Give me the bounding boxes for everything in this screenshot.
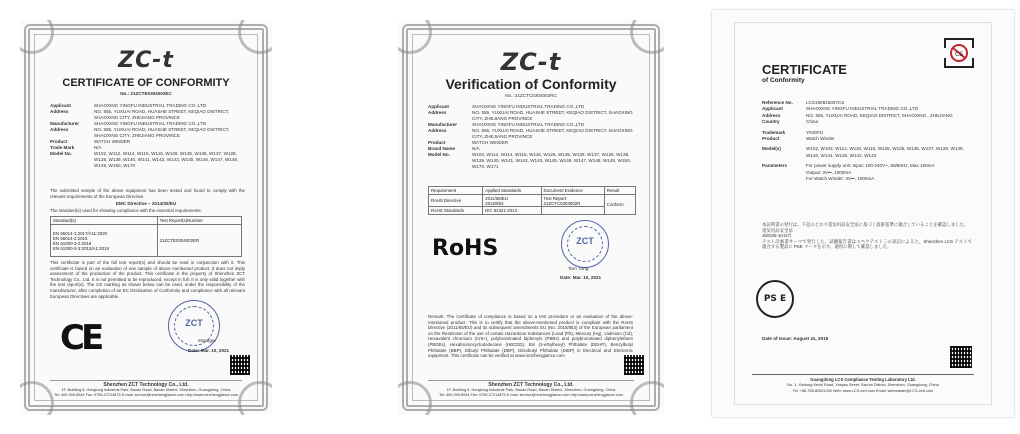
field-value: LCS190815007CS <box>806 100 845 105</box>
signatory-name: Tom Yang <box>568 266 589 271</box>
qr-code <box>230 355 250 375</box>
table-cell: RoHS Standards <box>429 207 483 215</box>
stamp-text: ZCT <box>576 236 594 246</box>
field-label: Brand Name <box>428 146 456 151</box>
certificate-remark: This certificate is part of the full test report(s) and should be read in conjunction with it. This certificate is based on an evaluation of one sample of above mentioned product. It does not imply assessment of the production of the product. This certificate is the property of Shenzhen ZCT Technology Co., Ltd. It is not permitted to be reproduced, except in full. It is only valid together with the test report(s). The CE marking as shown below can be used, under the responsibility of the manufacturer, after completion of an EC Declaration of Conformity and compliance with all relevant European Directives are applicable. <box>50 260 245 299</box>
lcs-logo-icon <box>942 36 976 70</box>
field-row <box>50 127 250 139</box>
rohs-table <box>428 186 636 215</box>
field-list <box>428 104 640 170</box>
field-label: Manufacturer <box>428 122 458 127</box>
field-row <box>762 163 972 182</box>
field-label: Address <box>50 109 69 114</box>
table-cell: 21ZCTE0304002ER <box>157 225 241 257</box>
stamp-text: ZCT <box>185 318 203 328</box>
field-value: NO. 555, YUXUAI ROAD, HUASHE STREET, KEQIAO DISTRICT, SHAOXING CITY, ZHEJIANG PROVINCE <box>472 128 633 139</box>
table-row <box>429 195 636 207</box>
certificate-subtitle: of Conformity <box>762 77 805 84</box>
field-value: W102, W112, W114, W115, W116, W126, W135, W136, W137, W128, W138, W139, W140, W141, W142, W143, W145, W146, W147, W148, W149, W150, W170, W171 <box>472 152 631 169</box>
field-row <box>762 146 972 159</box>
standard-item: EN 55014-2:2015 <box>53 235 88 241</box>
field-label: Parameters <box>762 163 788 169</box>
ce-mark-logo: CE <box>60 318 101 358</box>
field-row <box>762 136 972 142</box>
field-value: SHAOXING YINGFU INDUSTRIAL TRADING CO.,LTD <box>94 121 207 126</box>
field-value: SHAOXING YINGFU INDUSTRIAL TRADING CO.,LTD <box>94 103 207 108</box>
certificate-title: CERTIFICATE OF CONFORMITY <box>62 77 230 89</box>
field-value: N/A <box>472 146 480 151</box>
table-cell: 2011/65/EU 2015/863 <box>483 195 541 207</box>
certificate-number: No.: 21ZCTE0304002EC <box>120 91 172 96</box>
field-label: Country <box>762 119 780 125</box>
certificate-number: No.: 21ZCTC0304002RC <box>505 93 557 98</box>
footer-address: 1F, Building 8, Hongtong Industrial Park, Baoan Road, Baoan District, Shenzhen, Guangdong, China <box>446 388 616 392</box>
rohs-certificate <box>398 20 664 415</box>
company-logo: ZC-t <box>118 48 174 73</box>
table-header: Applied Standards <box>483 187 541 195</box>
field-list <box>50 103 250 169</box>
footer-contact: Tel: +86-755-82591330 Web: www.LCS-cert.com Email: webmaster@LCS-cert.com <box>792 389 934 393</box>
field-row <box>50 151 250 169</box>
field-label: Applicant <box>50 103 71 108</box>
field-label: Address <box>428 110 447 115</box>
table-header: Requirement <box>429 187 483 195</box>
field-value: WATCH WINDER <box>472 140 509 145</box>
field-value: SHAOXING YINGFU INDUSTRIAL TRADING CO.,LTD <box>472 104 585 109</box>
field-label: Address <box>762 112 781 118</box>
pse-mark-text: PS E <box>763 294 787 304</box>
standard-item: EN 61000-3-2:2019 <box>53 240 92 246</box>
rohs-mark-logo: RoHS <box>432 236 499 261</box>
table-cell: Test Report: 21ZCTC0304002R <box>541 195 604 207</box>
table-row <box>51 225 242 257</box>
field-value: SHAOXING YINGFU INDUSTRIAL TRADING CO.,LTD <box>472 122 585 127</box>
pse-certificate <box>712 10 1014 417</box>
footer-company: Guangdong LCS Compliance Testing Laboratory Ltd. <box>810 377 916 382</box>
field-value: Watch Winder <box>806 136 835 142</box>
table-header-row <box>429 187 636 195</box>
standard-item: EN 55014-1:2017/A11:2020 <box>53 230 108 236</box>
field-label: Trademark <box>762 129 786 135</box>
standards-table <box>50 216 242 257</box>
field-label: Product <box>428 140 446 145</box>
field-value: YINGFU <box>806 129 824 135</box>
standard-item: EN 61000-3-3:2013/A1:2019 <box>53 245 109 251</box>
table-header: Standard(s) <box>51 217 158 225</box>
field-value: NO. 555, YUXUAI ROAD, KEQIAO DISTRICT, SHAOXING , ZHEJIANG <box>806 112 953 118</box>
company-logo: ZC-t <box>500 48 562 76</box>
field-value: NO. 555, YUXUAI ROAD, HUASHE STREET, KEQIAO DISTRICT, SHAOXING CITY, ZHEJIANG PROVINCE <box>94 127 230 138</box>
field-value: NO. 555, YUXUAI ROAD, HUASHE STREET, KEQIAO DISTRICT, SHAOXING CITY, ZHEJIANG PROVINCE <box>94 109 230 120</box>
table-header: Test Report(s)Number <box>157 217 241 225</box>
issue-date: Date of Issue: August 31, 2019 <box>762 336 829 341</box>
field-value: NO. 555, YUXUAI ROAD, HUASHE STREET, KEQIAO DISTRICT, SHAOXING CITY, ZHEJIANG PROVINCE <box>472 110 633 121</box>
field-label: Applicant <box>762 106 783 112</box>
table-header-row <box>51 217 242 225</box>
field-value: For power supply unit: Input: 100-240V~, 50/60Hz, Max 150mA Output: 3V⎓, 1000mA For Watch Winder: 3V⎓, 1000mA <box>806 163 935 182</box>
signatory-role: Manager <box>198 338 217 343</box>
qr-code <box>950 346 972 368</box>
field-label: Reference No. <box>762 100 793 105</box>
footer-divider <box>752 374 974 375</box>
issue-date: Date: Mar. 10, 2021 <box>560 275 602 280</box>
footer-company: Shenzhen ZCT Technology Co., Ltd. <box>103 382 189 388</box>
directive-name: EMC Directive – 2014/30/EU <box>115 201 177 206</box>
svg-text:CS: CS <box>955 51 963 58</box>
field-row <box>428 128 640 140</box>
field-value: WATCH WINDER <box>94 139 131 144</box>
field-row <box>50 109 250 121</box>
footer-contact: Tel: 400-999-8944 Fax: 0755-27214875 E-mail: service@renzhengjiance.com http://www.renzhengjiance.com <box>53 393 239 397</box>
footer-address: 1F, Building 8, Hongtong Industrial Park, Baoan Road, Baoan District, Shenzhen, Guangdong, China <box>61 388 231 392</box>
footer-divider <box>428 380 634 381</box>
field-value: China <box>806 119 819 125</box>
certificate-remark: Remark: The Certificate of compliance is based on a test procedure or an evaluation of the above-mentioned product. This is to certify that the above-mentioned product is compliant with the RoHS Directive (2011/65/EU) and its subsequent amendments EU (No. 2015/863) of the European parliament on the Restriction of the use of certain Hazardous Substances (Lead (Pb), Mercury (Hg), cadmium (Cd), Hexavalent chromium (Cr6+), polybrominated biphenyls (PBBs) and polybrominated diphenylethers (PBDEs), Hexabromocyclododecane (HBCDD), Bis (2-ethylhexyl) Phthalate (DEHP), Benzylbutyl Phthalate (BBP), Dibutyl Phthalate (DBP), Diisobutyl Phthalate (DIBP) in Electrical and Electronic equipment. This certificate can be verified at www.renzhengjiance.com <box>428 314 633 359</box>
company-seal-stamp <box>168 300 220 352</box>
company-seal-stamp <box>561 220 609 268</box>
field-value: W102, W112, W114, W115, W116, W126, W135, W136, W137, W128, W138, W139, W140, W141, W142, W143, W145, W146, W147, W148, W149, W150, W170 <box>94 151 239 168</box>
field-label: Address <box>50 127 69 132</box>
field-label: Manufacturer <box>50 121 80 126</box>
table-cell: Conform <box>604 195 635 215</box>
field-label: Applicant <box>428 104 449 109</box>
ce-certificate <box>20 20 272 415</box>
footer-company: Shenzhen ZCT Technology Co., Ltd. <box>488 382 574 388</box>
issue-date: Date: Mar. 10, 2021 <box>188 348 230 353</box>
field-row <box>428 152 640 170</box>
table-header: Result <box>604 187 635 195</box>
field-label: Model(s) <box>762 146 781 152</box>
japanese-statement: 本証明書の発行は、下記のとおり電気用品安全法に基づく技術基準に適合していることを確認しました。 電気用品安全法 J60335-1(H27) テスト計画書サーマで発行した。試験報告書はスペクテスト三の表記によると、Shenzhen LCS テストで適合する製品に PSE マークを示す、適用に関して確認しました。 <box>762 222 972 250</box>
field-list <box>762 100 972 182</box>
table-cell <box>51 225 158 257</box>
field-value: SHAOXING YINGFU INDUSTRIAL TRADING CO.,LTD <box>806 106 919 112</box>
field-label: Trade Mark <box>50 145 75 150</box>
qr-code <box>624 355 644 375</box>
footer-address: No. 1, Xindong Kechi Road, Xinqiao Street, Bao'an District, Shenzhen, Guangdong, China <box>787 383 939 387</box>
table-cell: IEC 62321:2013 <box>483 207 541 215</box>
field-row <box>428 110 640 122</box>
field-row <box>762 119 972 125</box>
field-label: Address <box>428 128 447 133</box>
field-label: Model No. <box>50 151 72 156</box>
field-label: Product <box>762 136 780 142</box>
table-cell: RoHS Directive <box>429 195 483 207</box>
certificate-title: Verification of Conformity <box>445 76 617 92</box>
standards-intro: The standard(s) used for showing compliance with the essential requirements: <box>50 208 202 213</box>
footer-divider <box>50 380 242 381</box>
field-value: N/A <box>94 145 102 150</box>
field-label: Model No. <box>428 152 450 157</box>
footer-contact: Tel: 400-999-8944 Fax: 0755-27214875 E-mail: service@renzhengjiance.com http://www.renzhengjiance.com <box>438 393 624 397</box>
compliance-statement: The submitted sample of the above equipment has been tested and found to comply with the relevant requirements of the European Directive. <box>50 188 245 199</box>
certificate-title: CERTIFICATE <box>762 62 847 77</box>
table-cell <box>541 207 604 215</box>
field-label: Product <box>50 139 68 144</box>
table-header: Document Evidence <box>541 187 604 195</box>
field-value: W102, W103, W114, W115, W116, W126, W135, W136, W137, W128, W139, W140, W141, W128, W142, W143 <box>806 146 964 158</box>
